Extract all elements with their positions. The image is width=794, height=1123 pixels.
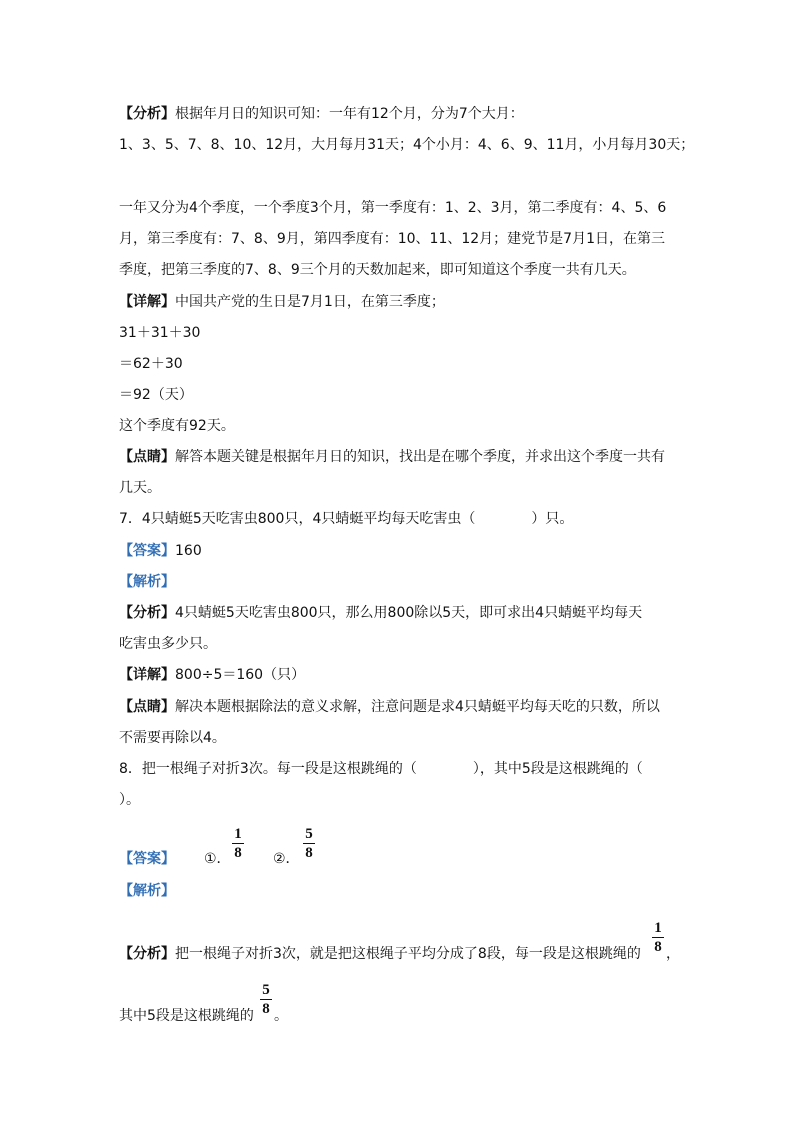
fraction-5-8-inline: 5 8 bbox=[260, 982, 272, 1017]
label-explanation-7: 【解析】 bbox=[119, 574, 175, 590]
analysis-8b-period: 。 bbox=[274, 1008, 288, 1024]
keypoint-7b: 不需要再除以4。 bbox=[119, 730, 226, 746]
answer-8-mark-2: ②． bbox=[273, 851, 300, 867]
line-detail-1: 【详解】中国共产党的生日是7月1日，在第三季度； bbox=[119, 294, 445, 310]
line-months: 1、3、5、7、8、10、12月，大月每月31天；4个小月：4、6、9、11月，小月每月30天； bbox=[119, 137, 695, 153]
fraction-1-8-inline: 1 8 bbox=[652, 920, 664, 955]
answer-8 bbox=[119, 849, 175, 869]
label-keypoint: 【点睛】 bbox=[119, 699, 175, 715]
analysis-7b: 吃害虫多少只。 bbox=[119, 636, 217, 652]
fraction-1-8: 1 8 bbox=[232, 826, 244, 861]
analysis-8-comma: ， bbox=[666, 946, 680, 962]
line-seasons-1: 一年又分为4个季度，一个季度3个月，第一季度有：1、2、3月，第二季度有：4、5、6 bbox=[119, 200, 667, 216]
detail-7: 【详解】800÷5＝160（只） bbox=[119, 667, 306, 683]
question-8b: ）。 bbox=[119, 792, 140, 808]
line-keypoint-1: 【点睛】解答本题关键是根据年月日的知识，找出是在哪个季度，并求出这个季度一共有 bbox=[119, 449, 665, 465]
label-detail: 【详解】 bbox=[119, 667, 175, 683]
label-analysis: 【分析】 bbox=[119, 946, 175, 962]
line-seasons-3: 季度，把第三季度的7、8、9三个月的天数加起来，即可知道这个季度一共有几天。 bbox=[119, 262, 636, 278]
label-explanation-8: 【解析】 bbox=[119, 883, 175, 899]
keypoint-7: 【点睛】解决本题根据除法的意义求解，注意问题是求4只蜻蜓平均每天吃的只数，所以 bbox=[119, 699, 660, 715]
line-analysis-1: 【分析】根据年月日的知识可知：一年有12个月，分为7个大月： bbox=[119, 106, 524, 122]
label-detail: 【详解】 bbox=[119, 294, 175, 310]
line-seasons-2: 月，第三季度有：7、8、9月，第四季度有：10、11、12月；建党节是7月1日，在第三 bbox=[119, 231, 665, 247]
label-analysis: 【分析】 bbox=[119, 605, 175, 621]
fraction-5-8: 5 8 bbox=[303, 826, 315, 861]
analysis-8: 【分析】把一根绳子对折3次，就是把这根绳子平均分成了8段，每一段是这根跳绳的 bbox=[119, 946, 641, 962]
label-analysis: 【分析】 bbox=[119, 106, 175, 122]
calc-line-1: 31＋31＋30 bbox=[119, 325, 201, 341]
conclusion-line: 这个季度有92天。 bbox=[119, 418, 235, 434]
calc-line-3: ＝92（天） bbox=[119, 387, 193, 403]
line-keypoint-1b: 几天。 bbox=[119, 480, 161, 496]
question-7: 7．4只蜻蜓5天吃害虫800只，4只蜻蜓平均每天吃害虫（ ）只。 bbox=[119, 511, 574, 527]
answer-8-mark-1: ①． bbox=[204, 851, 231, 867]
calc-line-2: ＝62＋30 bbox=[119, 356, 183, 372]
label-answer: 【答案】 bbox=[119, 851, 175, 867]
label-keypoint: 【点睛】 bbox=[119, 449, 175, 465]
answer-7: 【答案】160 bbox=[119, 543, 202, 559]
analysis-8b: 其中5段是这根跳绳的 bbox=[119, 1008, 254, 1024]
analysis-7: 【分析】4只蜻蜓5天吃害虫800只，那么用800除以5天，即可求出4只蜻蜓平均每天 bbox=[119, 605, 643, 621]
question-8: 8．把一根绳子对折3次。每一段是这根跳绳的（ ），其中5段是这根跳绳的（ bbox=[119, 761, 643, 777]
label-answer: 【答案】 bbox=[119, 543, 175, 559]
